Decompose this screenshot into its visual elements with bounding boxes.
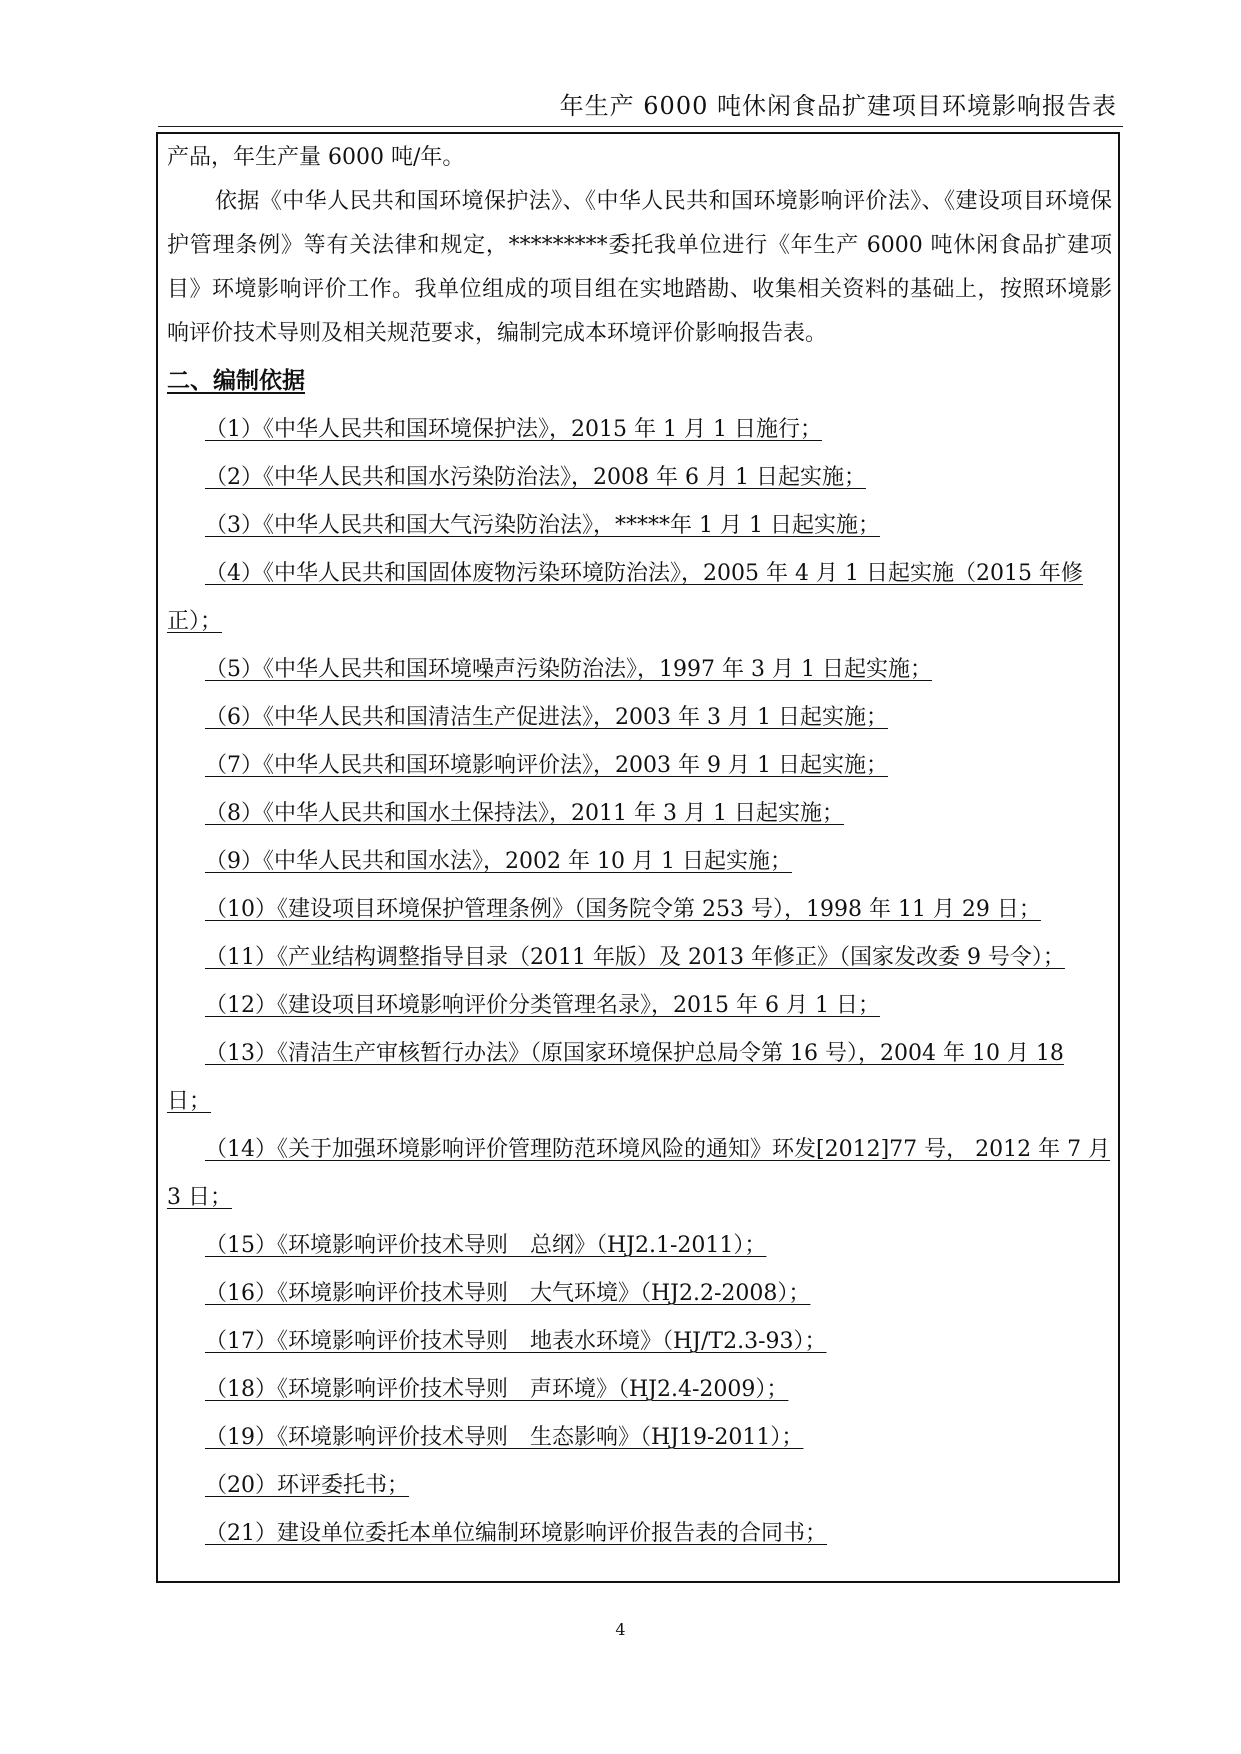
- list-item: [167, 454, 1112, 502]
- intro-paragraph-continuation: 产品，年生产量 6000 吨/年。: [167, 145, 465, 170]
- section-heading-text: 二、编制依据: [167, 367, 305, 394]
- list-item-text: （20）环评委托书；: [205, 1473, 409, 1498]
- list-item: [167, 934, 1112, 982]
- list-item: [167, 1462, 1112, 1510]
- list-item-text: （1）《中华人民共和国环境保护法》，2015 年 1 月 1 日施行；: [205, 417, 822, 442]
- list-item-text: （7）《中华人民共和国环境影响评价法》，2003 年 9 月 1 日起实施；: [205, 753, 888, 778]
- intro-paragraph-basis: 依据《中华人民共和国环境保护法》、《中华人民共和国环境影响评价法》、《建设项目环境保护管理条例》等有关法律和规定，*********委托我单位进行《年生产 6000 吨休闲食品扩建项目》环境影响评价工作。我单位组成的项目组在实地踏勘、收集相关资料的基础上，按照环境影响评价技术导则及相关规范要求，编制完成本环境评价影响报告表。: [167, 189, 1112, 346]
- list-item: [167, 742, 1112, 790]
- list-item-text: （6）《中华人民共和国清洁生产促进法》，2003 年 3 月 1 日起实施；: [205, 705, 888, 730]
- page-content: [167, 136, 1112, 1558]
- list-item: [167, 886, 1112, 934]
- list-item-text: （3）《中华人民共和国大气污染防治法》，*****年 1 月 1 日起实施；: [205, 513, 880, 538]
- list-item: [167, 406, 1112, 454]
- list-item-text: （13）《清洁生产审核暂行办法》（原国家环境保护总局令第 16 号），2004 年 10 月 18 日；: [167, 1041, 1064, 1114]
- page-number: 4: [615, 1620, 626, 1639]
- list-item: [167, 838, 1112, 886]
- section-heading: [167, 356, 1112, 406]
- list-item-text: （18）《环境影响评价技术导则 声环境》（HJ2.4-2009）；: [205, 1377, 789, 1402]
- list-item: [167, 1318, 1112, 1366]
- list-item: [167, 646, 1112, 694]
- list-item-text: （10）《建设项目环境保护管理条例》（国务院令第 253 号），1998 年 11 月 29 日；: [205, 897, 1041, 922]
- list-item: [167, 790, 1112, 838]
- list-item-text: （2）《中华人民共和国水污染防治法》，2008 年 6 月 1 日起实施；: [205, 465, 866, 490]
- list-item-text: （5）《中华人民共和国环境噪声污染防治法》，1997 年 3 月 1 日起实施；: [205, 657, 932, 682]
- document-header-title: 年生产 6000 吨休闲食品扩建项目环境影响报告表: [559, 92, 1117, 120]
- list-item: [167, 1030, 1112, 1126]
- list-item: [167, 694, 1112, 742]
- list-item-text: （14）《关于加强环境影响评价管理防范环境风险的通知》环发[2012]77 号， 2012 年 7 月 3 日；: [167, 1137, 1111, 1210]
- list-item: [167, 1414, 1112, 1462]
- reference-list: [167, 406, 1112, 1558]
- list-item: [167, 1126, 1112, 1222]
- header-divider: [158, 126, 1123, 127]
- list-item: [167, 1366, 1112, 1414]
- list-item-text: （12）《建设项目环境影响评价分类管理名录》，2015 年 6 月 1 日；: [205, 993, 880, 1018]
- list-item: [167, 1270, 1112, 1318]
- list-item-text: （11）《产业结构调整指导目录（2011 年版）及 2013 年修正》（国家发改委 9 号令）；: [205, 945, 1065, 970]
- list-item: [167, 1222, 1112, 1270]
- list-item: [167, 1510, 1112, 1558]
- list-item-text: （19）《环境影响评价技术导则 生态影响》（HJ19-2011）；: [205, 1425, 804, 1450]
- list-item: [167, 550, 1112, 646]
- list-item-text: （17）《环境影响评价技术导则 地表水环境》（HJ/T2.3-93）；: [205, 1329, 827, 1354]
- list-item-text: （21）建设单位委托本单位编制环境影响评价报告表的合同书；: [205, 1521, 827, 1546]
- list-item-text: （8）《中华人民共和国水土保持法》，2011 年 3 月 1 日起实施；: [205, 801, 844, 826]
- list-item-text: （15）《环境影响评价技术导则 总纲》（HJ2.1-2011）；: [205, 1233, 767, 1258]
- list-item-text: （16）《环境影响评价技术导则 大气环境》（HJ2.2-2008）；: [205, 1281, 811, 1306]
- list-item: [167, 502, 1112, 550]
- list-item: [167, 982, 1112, 1030]
- list-item-text: （4）《中华人民共和国固体废物污染环境防治法》，2005 年 4 月 1 日起实施（2015 年修正）；: [167, 561, 1083, 634]
- list-item-text: （9）《中华人民共和国水法》，2002 年 10 月 1 日起实施；: [205, 849, 792, 874]
